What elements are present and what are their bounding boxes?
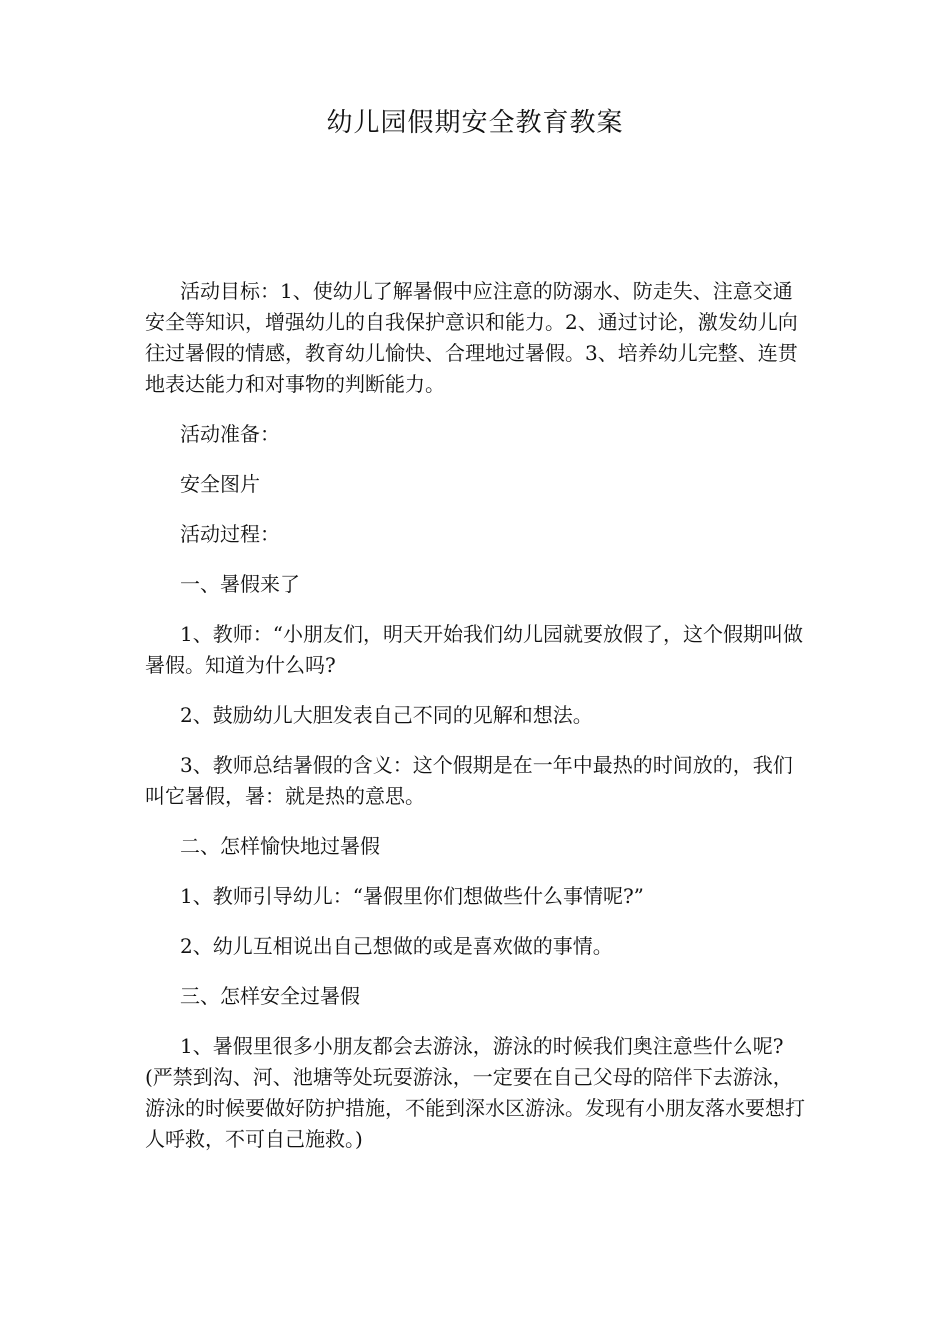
paragraph-preparation-item: 安全图片: [180, 472, 260, 496]
paragraph-teacher-guide: 1、教师引导幼儿：“暑假里你们想做些什么事情呢?”: [180, 884, 644, 908]
paragraph-summary: 3、教师总结暑假的含义：这个假期是在一年中最热的时间放的，我们叫它暑假，暑：就是热的意思。: [145, 753, 793, 808]
document-body: [145, 276, 810, 1155]
paragraph-encourage-children: 2、鼓励幼儿大胆发表自己不同的见解和想法。: [180, 703, 593, 727]
paragraph-swimming-safety: 1、暑假里很多小朋友都会去游泳，游泳的时候我们奥注意些什么呢?(严禁到沟、河、池塘等处玩耍游泳，一定要在自己父母的陪伴下去游泳，游泳的时候要做好防护措施，不能到深水区游泳。发现有小朋友落水要想打人呼救，不可自己施救。): [145, 1034, 805, 1151]
section-heading-summer-is-here: 一、暑假来了: [180, 572, 300, 596]
section-heading-safe-summer: 三、怎样安全过暑假: [180, 984, 360, 1008]
paragraph-teacher-intro: 1、教师：“小朋友们，明天开始我们幼儿园就要放假了，这个假期叫做暑假。知道为什么吗?: [145, 622, 803, 677]
paragraph-children-share: 2、幼儿互相说出自己想做的或是喜欢做的事情。: [180, 934, 613, 958]
paragraph-activity-goals: 活动目标：1、使幼儿了解暑假中应注意的防溺水、防走失、注意交通安全等知识，增强幼儿的自我保护意识和能力。2、通过讨论，激发幼儿向往过暑假的情感，教育幼儿愉快、合理地过暑假。3、培养幼儿完整、连贯地表达能力和对事物的判断能力。: [145, 279, 798, 396]
paragraph-preparation-heading: 活动准备：: [180, 422, 280, 446]
section-heading-happy-summer: 二、怎样愉快地过暑假: [180, 834, 380, 858]
document-title: 幼儿园假期安全教育教案: [326, 108, 624, 138]
paragraph-process-heading: 活动过程：: [180, 522, 280, 546]
